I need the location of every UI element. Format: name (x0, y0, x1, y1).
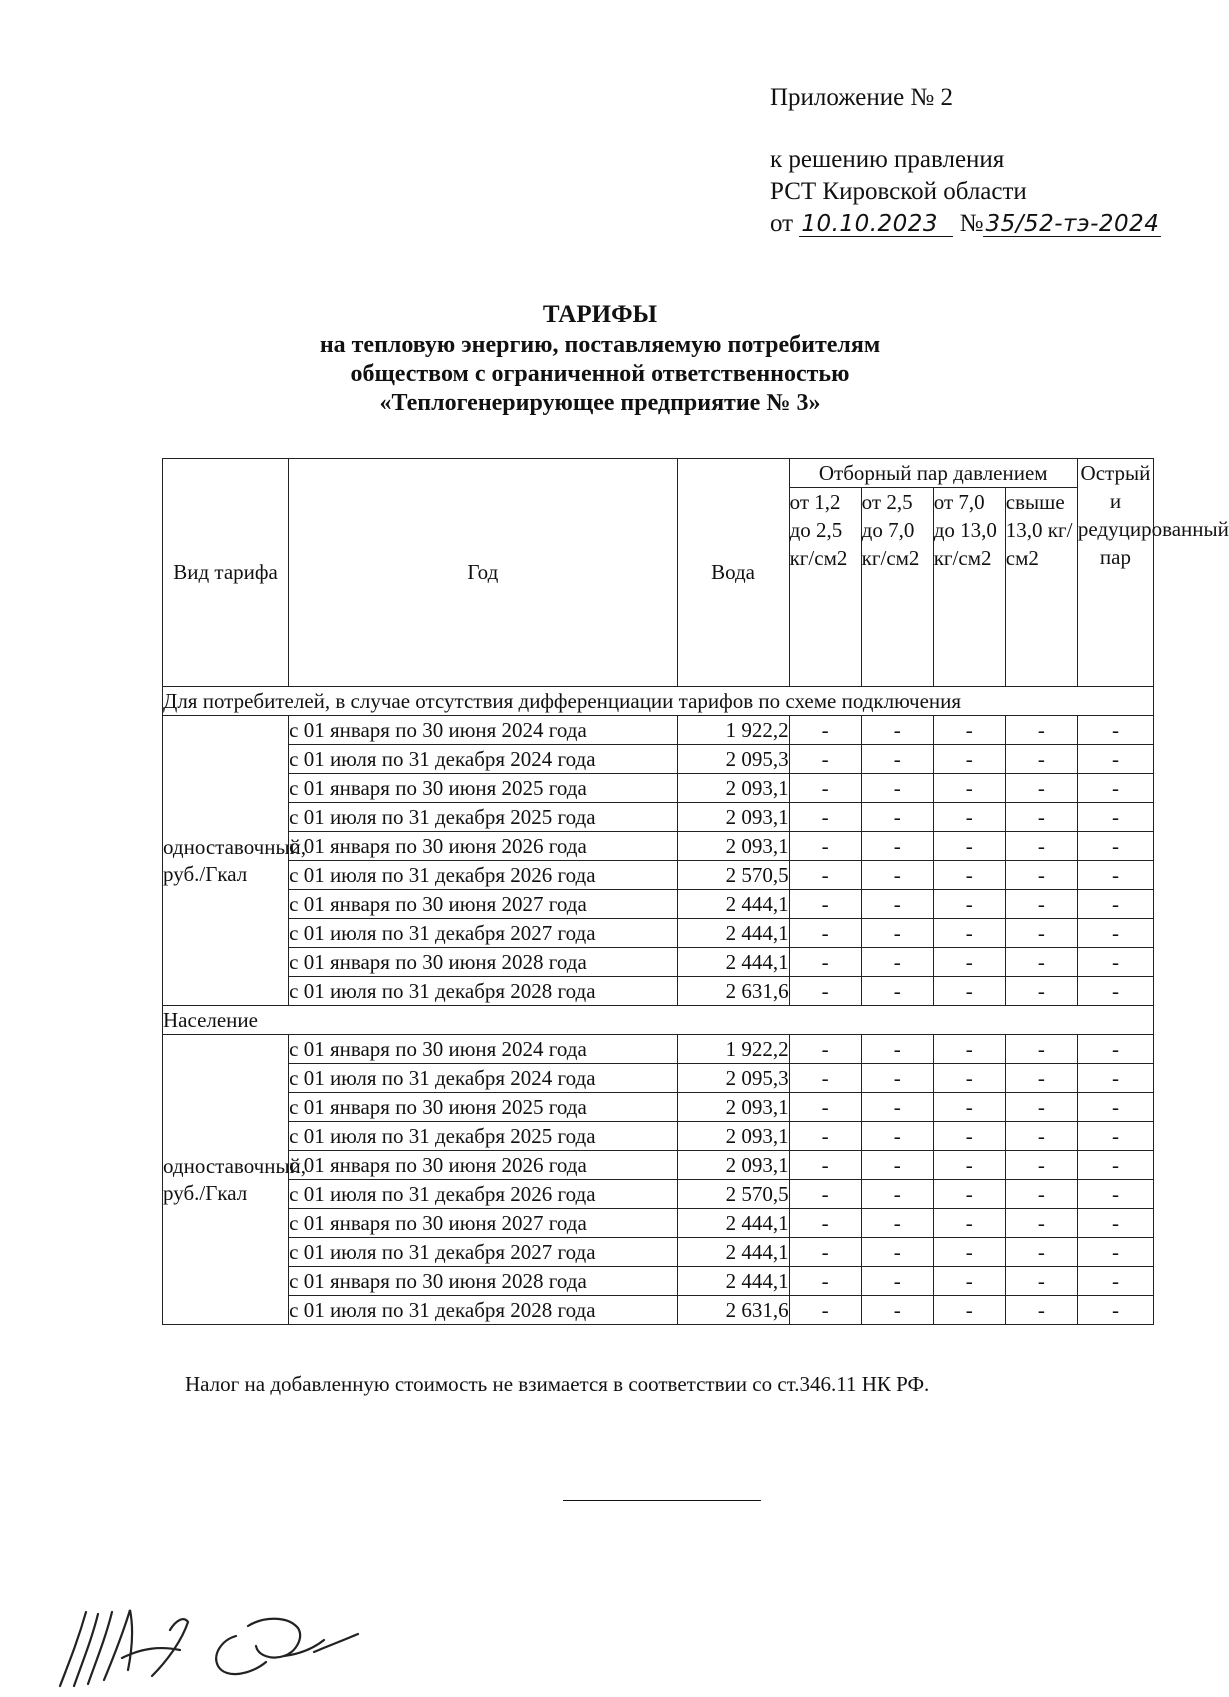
table-row (163, 803, 1154, 832)
pressure-2-cell: - (861, 919, 933, 948)
pressure-1-cell: - (789, 1267, 861, 1296)
pressure-3-cell: - (933, 832, 1005, 861)
tariff-type: одноставочный, руб./Гкал (163, 1035, 289, 1325)
pressure-2-cell: - (861, 1151, 933, 1180)
pressure-1-cell: - (789, 1064, 861, 1093)
pressure-3-cell: - (933, 803, 1005, 832)
decision-number: 35/52-тэ-2024 (985, 211, 1160, 237)
table-row (163, 774, 1154, 803)
period-cell: с 01 июля по 31 декабря 2024 года (289, 1064, 677, 1093)
pressure-3-cell: - (933, 1238, 1005, 1267)
pressure-3-cell: - (933, 1064, 1005, 1093)
sharp-steam-cell: - (1077, 1296, 1153, 1325)
date-prefix: от (770, 210, 794, 237)
pressure-4-cell: - (1005, 745, 1077, 774)
table-row (163, 1064, 1154, 1093)
header-sharp-steam: Острый и редуцированный пар (1077, 459, 1153, 687)
pressure-1-cell: - (789, 1238, 861, 1267)
section-row (163, 687, 1154, 716)
period-cell: с 01 января по 30 июня 2026 года (289, 832, 677, 861)
handwritten-signature (52, 1600, 412, 1690)
table-row (163, 1122, 1154, 1151)
pressure-4-cell: - (1005, 1180, 1077, 1209)
pressure-4-cell: - (1005, 1267, 1077, 1296)
header-pressure-1: от 1,2 до 2,5 кг/см2 (789, 488, 861, 687)
water-cell: 2 444,1 (677, 1238, 789, 1267)
pressure-1-cell: - (789, 1296, 861, 1325)
sharp-steam-cell: - (1077, 803, 1153, 832)
period-cell: с 01 июля по 31 декабря 2025 года (289, 1122, 677, 1151)
water-cell: 2 444,1 (677, 948, 789, 977)
header-water: Вода (677, 459, 789, 687)
sharp-steam-cell: - (1077, 832, 1153, 861)
pressure-2-cell: - (861, 1209, 933, 1238)
section-title: Население (163, 1006, 1154, 1035)
water-cell: 2 093,1 (677, 1093, 789, 1122)
authority-line: РСТ Кировской области (770, 178, 1027, 205)
pressure-3-cell: - (933, 1122, 1005, 1151)
pressure-2-cell: - (861, 1296, 933, 1325)
pressure-1-cell: - (789, 1151, 861, 1180)
sharp-steam-cell: - (1077, 1151, 1153, 1180)
pressure-2-cell: - (861, 1238, 933, 1267)
sharp-steam-cell: - (1077, 1093, 1153, 1122)
appendix-label: Приложение № 2 (770, 84, 954, 111)
end-line (563, 1500, 761, 1501)
pressure-3-cell: - (933, 1180, 1005, 1209)
period-cell: с 01 июля по 31 декабря 2027 года (289, 919, 677, 948)
pressure-3-cell: - (933, 1093, 1005, 1122)
water-cell: 2 570,5 (677, 861, 789, 890)
water-cell: 2 631,6 (677, 977, 789, 1006)
pressure-1-cell: - (789, 716, 861, 745)
sharp-steam-cell: - (1077, 890, 1153, 919)
pressure-1-cell: - (789, 919, 861, 948)
table-row (163, 919, 1154, 948)
pressure-1-cell: - (789, 861, 861, 890)
pressure-4-cell: - (1005, 977, 1077, 1006)
period-cell: с 01 января по 30 июня 2026 года (289, 1151, 677, 1180)
water-cell: 1 922,2 (677, 1035, 789, 1064)
sharp-steam-cell: - (1077, 716, 1153, 745)
sharp-steam-cell: - (1077, 919, 1153, 948)
period-cell: с 01 июля по 31 декабря 2026 года (289, 861, 677, 890)
water-cell: 2 444,1 (677, 1209, 789, 1238)
header-pressure-4: свыше 13,0 кг/см2 (1005, 488, 1077, 687)
pressure-3-cell: - (933, 977, 1005, 1006)
header-pressure-2: от 2,5 до 7,0 кг/см2 (861, 488, 933, 687)
water-cell: 2 631,6 (677, 1296, 789, 1325)
decision-date-number (770, 208, 1161, 240)
pressure-2-cell: - (861, 1093, 933, 1122)
pressure-1-cell: - (789, 1035, 861, 1064)
period-cell: с 01 января по 30 июня 2025 года (289, 1093, 677, 1122)
decision-date: 10.10.2023 (799, 212, 953, 237)
tariffs-table (162, 458, 1229, 1325)
pressure-4-cell: - (1005, 1064, 1077, 1093)
pressure-4-cell: - (1005, 948, 1077, 977)
table-row (163, 1209, 1154, 1238)
table-body (163, 687, 1154, 1325)
pressure-1-cell: - (789, 977, 861, 1006)
number-prefix: № (959, 210, 984, 237)
table-row (163, 977, 1154, 1006)
period-cell: с 01 июля по 31 декабря 2028 года (289, 977, 677, 1006)
sharp-steam-cell: - (1077, 1238, 1153, 1267)
document-header (770, 82, 1161, 240)
pressure-1-cell: - (789, 803, 861, 832)
table-row (163, 1180, 1154, 1209)
pressure-2-cell: - (861, 832, 933, 861)
sharp-steam-cell: - (1077, 1209, 1153, 1238)
water-cell: 2 570,5 (677, 1180, 789, 1209)
water-cell: 1 922,2 (677, 716, 789, 745)
table-row (163, 832, 1154, 861)
period-cell: с 01 июля по 31 декабря 2027 года (289, 1238, 677, 1267)
title-line-2: обществом с ограниченной ответственностью (350, 361, 850, 387)
table-row (163, 716, 1154, 745)
pressure-2-cell: - (861, 1064, 933, 1093)
table-row (163, 1035, 1154, 1064)
pressure-2-cell: - (861, 1035, 933, 1064)
pressure-4-cell: - (1005, 1035, 1077, 1064)
table-row (163, 1267, 1154, 1296)
sharp-steam-cell: - (1077, 1035, 1153, 1064)
pressure-1-cell: - (789, 948, 861, 977)
pressure-4-cell: - (1005, 803, 1077, 832)
water-cell: 2 093,1 (677, 1151, 789, 1180)
table-header (163, 459, 1229, 687)
pressure-3-cell: - (933, 1151, 1005, 1180)
period-cell: с 01 июля по 31 декабря 2026 года (289, 1180, 677, 1209)
section-title: Для потребителей, в случае отсутствия дифференциации тарифов по схеме подключения (163, 687, 1154, 716)
pressure-3-cell: - (933, 890, 1005, 919)
sharp-steam-cell: - (1077, 745, 1153, 774)
sharp-steam-cell: - (1077, 861, 1153, 890)
pressure-1-cell: - (789, 745, 861, 774)
pressure-1-cell: - (789, 1180, 861, 1209)
pressure-4-cell: - (1005, 1238, 1077, 1267)
period-cell: с 01 января по 30 июня 2027 года (289, 890, 677, 919)
title-line-1: на тепловую энергию, поставляемую потребителям (319, 332, 881, 358)
table-row (163, 1238, 1154, 1267)
pressure-2-cell: - (861, 1180, 933, 1209)
pressure-3-cell: - (933, 1209, 1005, 1238)
table-row (163, 948, 1154, 977)
title-main: ТАРИФЫ (542, 301, 658, 328)
period-cell: с 01 января по 30 июня 2028 года (289, 948, 677, 977)
pressure-1-cell: - (789, 774, 861, 803)
pressure-4-cell: - (1005, 1296, 1077, 1325)
sharp-steam-cell: - (1077, 948, 1153, 977)
pressure-2-cell: - (861, 948, 933, 977)
section-row (163, 1006, 1154, 1035)
water-cell: 2 444,1 (677, 919, 789, 948)
pressure-1-cell: - (789, 1093, 861, 1122)
table-row (163, 1296, 1154, 1325)
pressure-4-cell: - (1005, 1122, 1077, 1151)
vat-footnote: Налог на добавленную стоимость не взимается в соответствии со ст.346.11 НК РФ. (185, 1372, 930, 1396)
pressure-2-cell: - (861, 774, 933, 803)
table-row (163, 1093, 1154, 1122)
pressure-3-cell: - (933, 861, 1005, 890)
sharp-steam-cell: - (1077, 977, 1153, 1006)
sharp-steam-cell: - (1077, 774, 1153, 803)
period-cell: с 01 января по 30 июня 2027 года (289, 1209, 677, 1238)
decision-line: к решению правления (770, 146, 1005, 173)
water-cell: 2 093,1 (677, 803, 789, 832)
pressure-4-cell: - (1005, 774, 1077, 803)
sharp-steam-cell: - (1077, 1122, 1153, 1151)
pressure-2-cell: - (861, 890, 933, 919)
pressure-4-cell: - (1005, 919, 1077, 948)
water-cell: 2 444,1 (677, 1267, 789, 1296)
table-row (163, 1151, 1154, 1180)
pressure-1-cell: - (789, 832, 861, 861)
pressure-4-cell: - (1005, 832, 1077, 861)
period-cell: с 01 января по 30 июня 2025 года (289, 774, 677, 803)
header-pressure-3: от 7,0 до 13,0 кг/см2 (933, 488, 1005, 687)
pressure-3-cell: - (933, 745, 1005, 774)
pressure-3-cell: - (933, 948, 1005, 977)
header-year: Год (289, 459, 677, 687)
pressure-2-cell: - (861, 1267, 933, 1296)
table-row (163, 890, 1154, 919)
pressure-4-cell: - (1005, 890, 1077, 919)
water-cell: 2 095,3 (677, 745, 789, 774)
pressure-3-cell: - (933, 1267, 1005, 1296)
period-cell: с 01 января по 30 июня 2024 года (289, 716, 677, 745)
pressure-3-cell: - (933, 919, 1005, 948)
title-line-3: «Теплогенерирующее предприятие № 3» (379, 390, 821, 416)
header-steam-group: Отборный пар давлением (789, 459, 1077, 488)
period-cell: с 01 июля по 31 декабря 2024 года (289, 745, 677, 774)
pressure-3-cell: - (933, 1035, 1005, 1064)
pressure-3-cell: - (933, 1296, 1005, 1325)
pressure-4-cell: - (1005, 1209, 1077, 1238)
tariff-type: одноставочный, руб./Гкал (163, 716, 289, 1006)
pressure-4-cell: - (1005, 1151, 1077, 1180)
pressure-1-cell: - (789, 1122, 861, 1151)
document-title (0, 300, 1200, 418)
table-row (163, 745, 1154, 774)
pressure-2-cell: - (861, 861, 933, 890)
pressure-2-cell: - (861, 977, 933, 1006)
water-cell: 2 444,1 (677, 890, 789, 919)
water-cell: 2 093,1 (677, 774, 789, 803)
pressure-3-cell: - (933, 774, 1005, 803)
period-cell: с 01 января по 30 июня 2028 года (289, 1267, 677, 1296)
table-row (163, 861, 1154, 890)
pressure-3-cell: - (933, 716, 1005, 745)
sharp-steam-cell: - (1077, 1064, 1153, 1093)
water-cell: 2 093,1 (677, 832, 789, 861)
pressure-4-cell: - (1005, 861, 1077, 890)
pressure-4-cell: - (1005, 716, 1077, 745)
pressure-2-cell: - (861, 745, 933, 774)
period-cell: с 01 июля по 31 декабря 2028 года (289, 1296, 677, 1325)
period-cell: с 01 июля по 31 декабря 2025 года (289, 803, 677, 832)
pressure-2-cell: - (861, 716, 933, 745)
water-cell: 2 095,3 (677, 1064, 789, 1093)
pressure-2-cell: - (861, 803, 933, 832)
pressure-2-cell: - (861, 1122, 933, 1151)
pressure-1-cell: - (789, 1209, 861, 1238)
water-cell: 2 093,1 (677, 1122, 789, 1151)
pressure-1-cell: - (789, 890, 861, 919)
sharp-steam-cell: - (1077, 1180, 1153, 1209)
period-cell: с 01 января по 30 июня 2024 года (289, 1035, 677, 1064)
pressure-4-cell: - (1005, 1093, 1077, 1122)
header-tariff-type: Вид тарифа (163, 459, 289, 687)
sharp-steam-cell: - (1077, 1267, 1153, 1296)
